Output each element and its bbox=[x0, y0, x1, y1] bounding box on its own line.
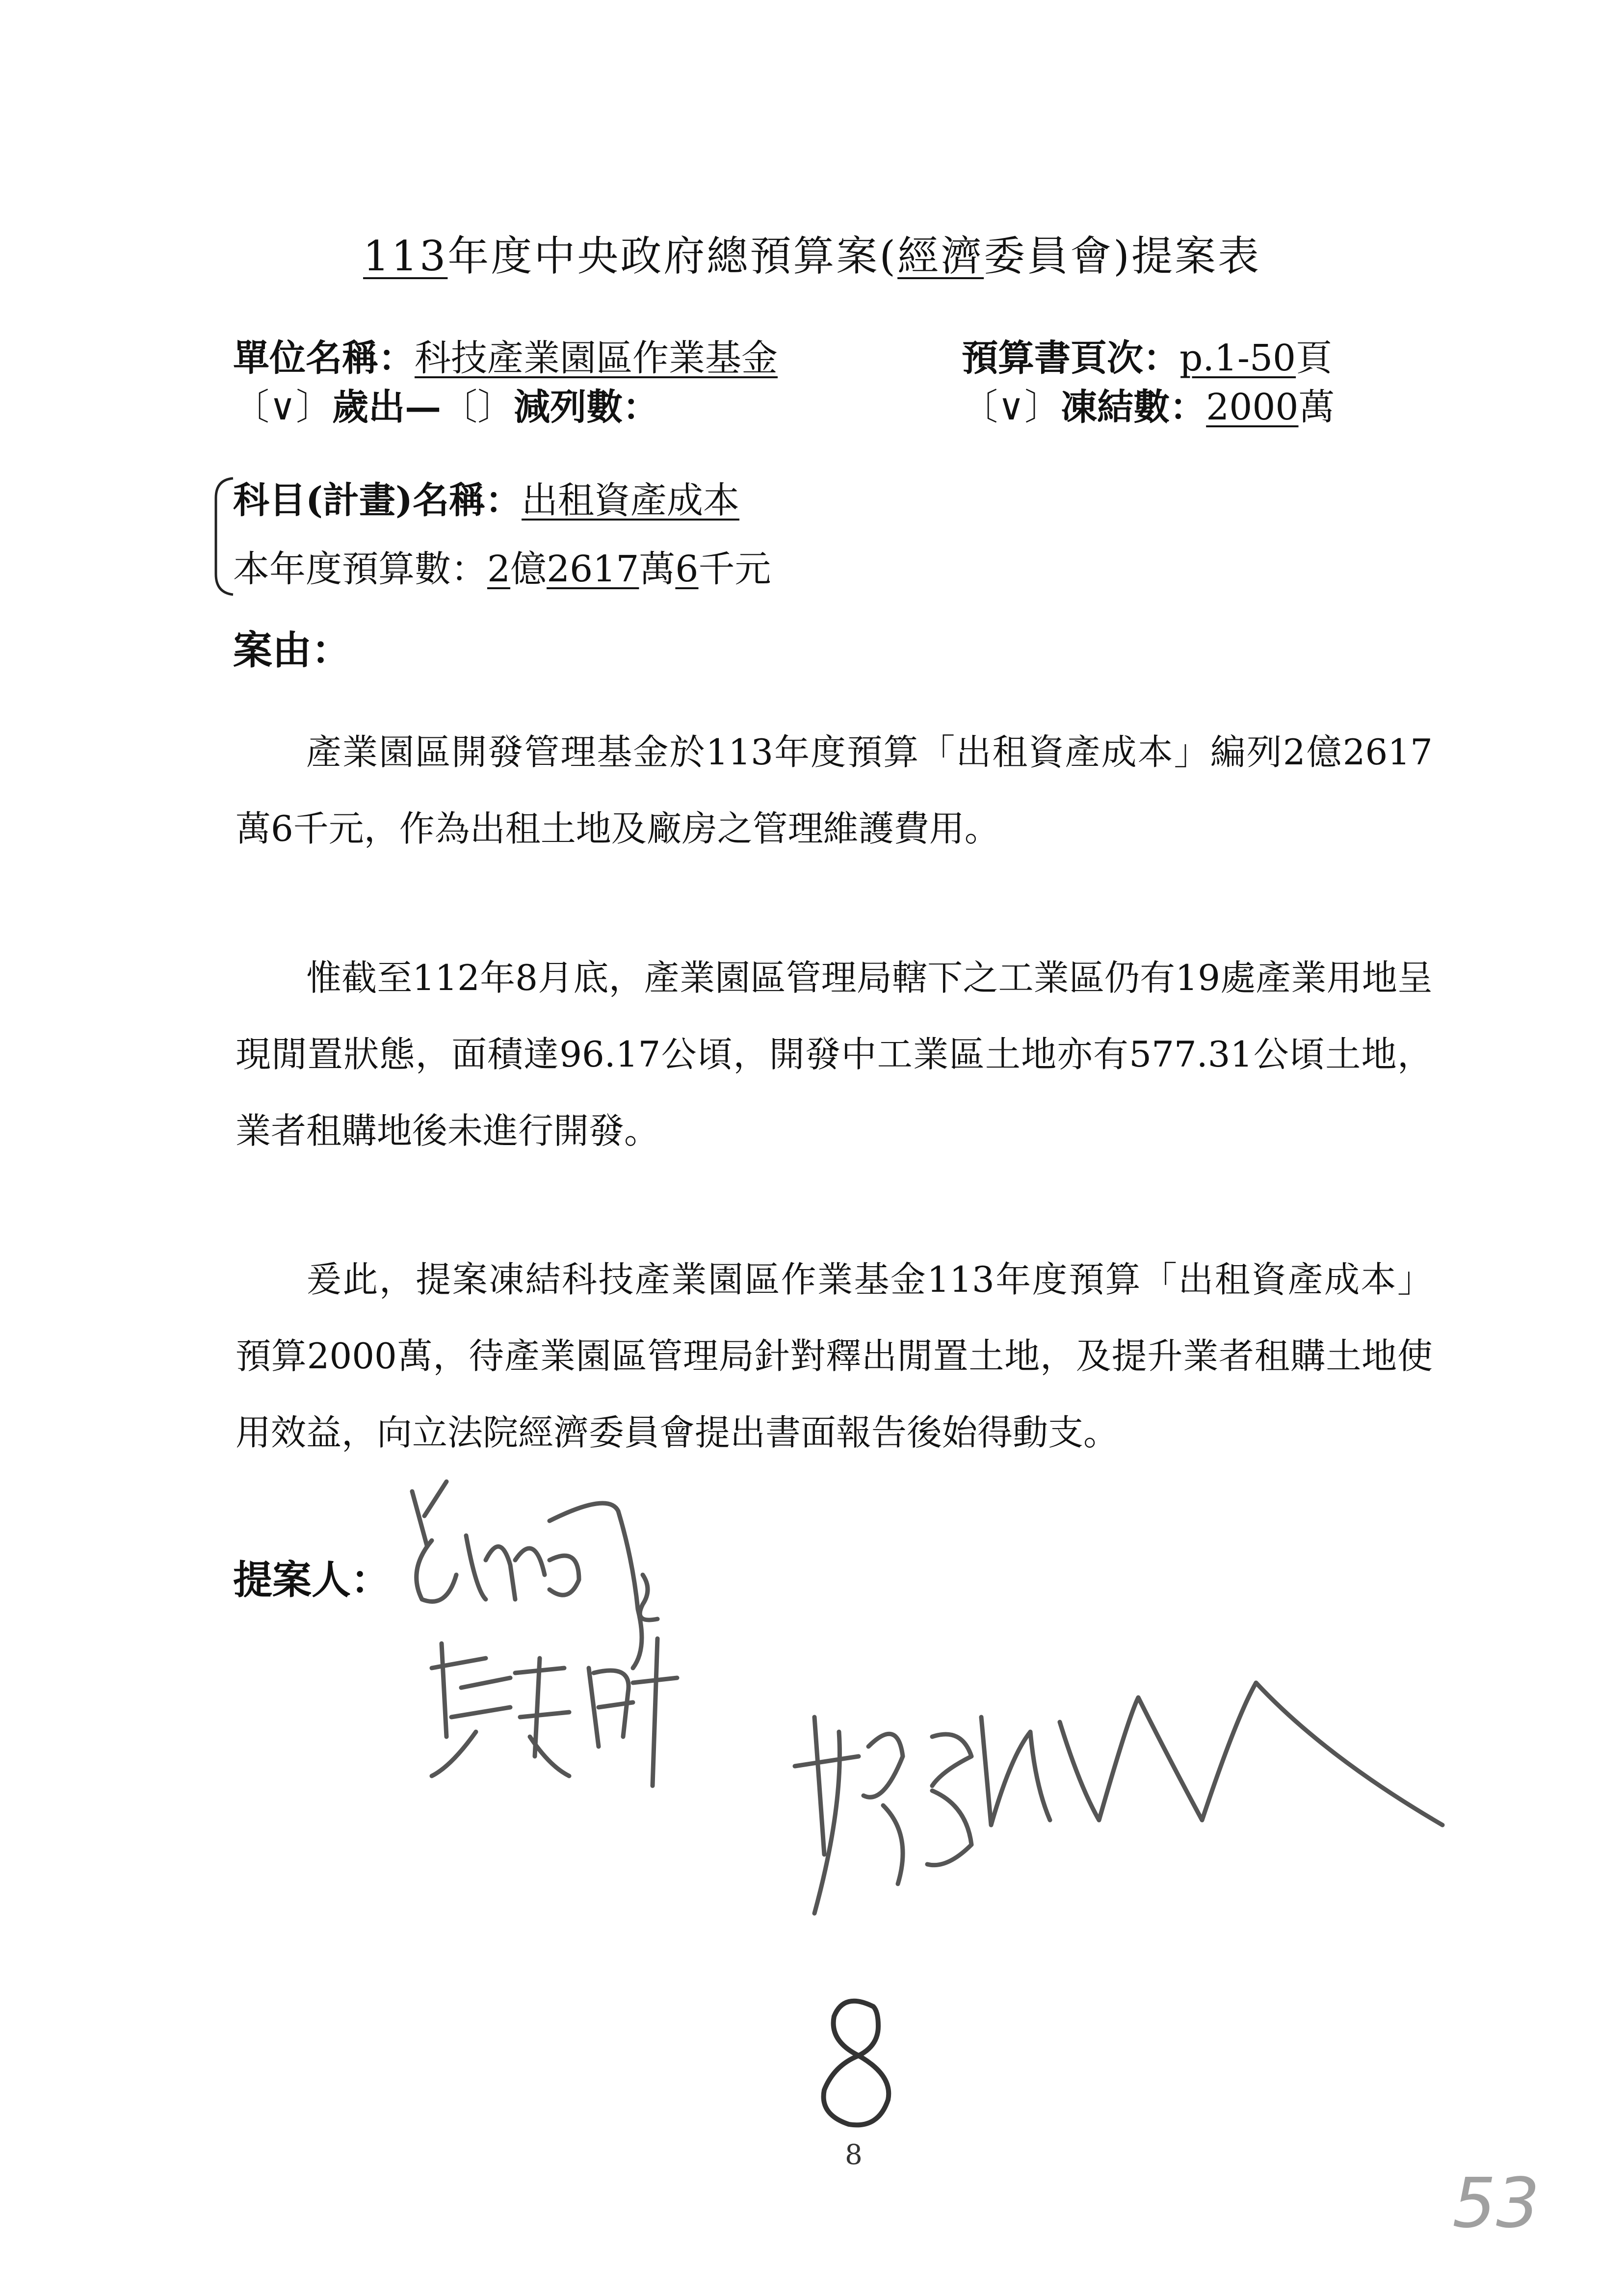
page-label: 預算書頁次： bbox=[962, 337, 1179, 379]
title-part2: 委員會)提案表 bbox=[984, 232, 1261, 280]
reduce-label: 減列數： bbox=[514, 386, 659, 428]
title-year: 113 bbox=[363, 232, 448, 280]
paragraph-1: 產業園區開發管理基金於113年度預算「出租資產成本」編列2億2617萬6千元，作為出租土地及廠房之管理維護費用。 bbox=[236, 731, 1433, 849]
freeze-value: 2000 bbox=[1206, 386, 1299, 428]
paragraph-2: 惟截至112年8月底，產業園區管理局轄下之工業區仍有19處產業用地呈現閒置狀態，面積達96.17公頃，開發中工業區土地亦有577.31公頃土地，業者租購地後未進行開發。 bbox=[236, 957, 1433, 1151]
yi-unit: 億 bbox=[510, 548, 547, 590]
budget-label: 本年度預算數： bbox=[233, 548, 487, 590]
page-suffix: 頁 bbox=[1296, 337, 1333, 379]
paragraph-3: 爰此，提案凍結科技產業園區作業基金113年度預算「出租資產成本」預算2000萬，待產業園區管理局針對釋出閒置土地，及提升業者租購土地使用效益，向立法院經濟委員會提出書面報告後始得動支。 bbox=[236, 1259, 1433, 1453]
freeze-row bbox=[962, 383, 1335, 432]
budget-row bbox=[233, 545, 771, 594]
budget-yi: 2 bbox=[487, 548, 511, 590]
expense-row bbox=[233, 383, 659, 432]
signature-1 bbox=[402, 1462, 756, 1815]
freeze-label: 凍結數： bbox=[1061, 386, 1206, 428]
qian-unit: 千元 bbox=[698, 548, 771, 590]
unit-label: 單位名稱： bbox=[233, 337, 415, 379]
unit-row bbox=[233, 334, 778, 383]
wan-unit: 萬 bbox=[639, 548, 676, 590]
subject-label: 科目(計畫)名稱： bbox=[233, 479, 522, 522]
unit-value: 科技產業園區作業基金 bbox=[415, 337, 778, 379]
document-title bbox=[0, 223, 1624, 283]
signature-2 bbox=[785, 1658, 1462, 1933]
freeze-check: 〔∨〕 bbox=[962, 386, 1061, 428]
page-number: 8 bbox=[845, 2139, 863, 2171]
expense-check: 〔∨〕 bbox=[233, 386, 333, 428]
subject-row bbox=[233, 476, 739, 525]
reduce-check: 〔〕 bbox=[441, 386, 514, 428]
title-part1: 年度中央政府總預算案( bbox=[447, 232, 898, 280]
proposer-label: 提案人： bbox=[233, 1557, 390, 1603]
page-ref-row bbox=[962, 334, 1332, 383]
title-committee: 經濟 bbox=[897, 232, 984, 280]
expense-label: 歲出— bbox=[332, 386, 442, 428]
pencil-number: 53 bbox=[1452, 2164, 1540, 2244]
subject-value: 出租資產成本 bbox=[522, 479, 740, 522]
page-number-drawing bbox=[805, 1992, 903, 2134]
freeze-unit: 萬 bbox=[1298, 386, 1335, 428]
page-value: p.1-50 bbox=[1179, 337, 1296, 379]
budget-wan: 2617 bbox=[547, 548, 639, 590]
budget-qian: 6 bbox=[675, 548, 699, 590]
reason-label: 案由： bbox=[233, 627, 351, 673]
